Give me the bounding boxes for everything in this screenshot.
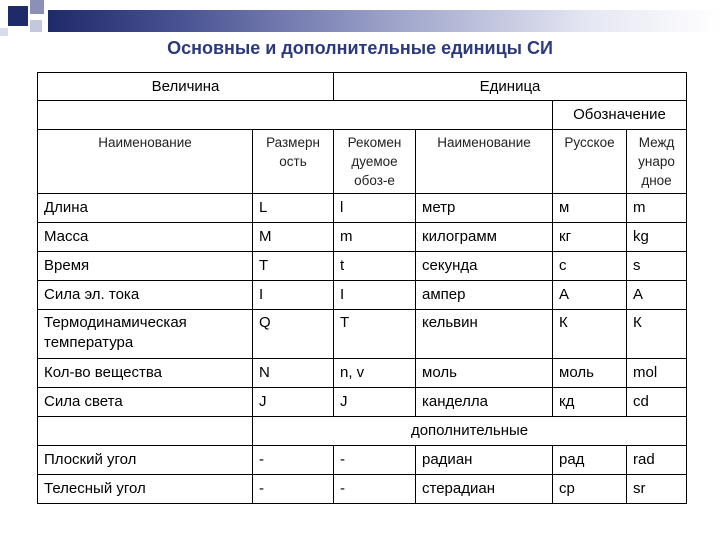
- dimension: M: [253, 223, 334, 252]
- table-row: [38, 310, 687, 359]
- dimension: N: [253, 359, 334, 388]
- table-row: [38, 281, 687, 310]
- dimension: T: [253, 252, 334, 281]
- unit-name: секунда: [416, 252, 553, 281]
- table-row: [38, 359, 687, 388]
- si-units-table: [37, 72, 687, 504]
- international-symbol: mol: [627, 359, 687, 388]
- decor-square: [8, 6, 28, 26]
- table-row: [38, 417, 687, 446]
- international-symbol: m: [627, 194, 687, 223]
- decor-square: [0, 28, 8, 36]
- header-recommended: Рекомен дуемое обоз-е: [334, 130, 416, 194]
- table-row: [38, 223, 687, 252]
- dimension: J: [253, 388, 334, 417]
- recommended-symbol: J: [334, 388, 416, 417]
- dimension: -: [253, 475, 334, 504]
- russian-symbol: кг: [553, 223, 627, 252]
- russian-symbol: К: [553, 310, 627, 359]
- russian-symbol: рад: [553, 446, 627, 475]
- table-row: [38, 252, 687, 281]
- decor-square: [30, 0, 44, 14]
- recommended-symbol: n, v: [334, 359, 416, 388]
- unit-name: радиан: [416, 446, 553, 475]
- international-symbol: К: [627, 310, 687, 359]
- header-dimension: Размерн ость: [253, 130, 334, 194]
- russian-symbol: м: [553, 194, 627, 223]
- international-symbol: s: [627, 252, 687, 281]
- russian-symbol: ср: [553, 475, 627, 504]
- header-spacer: [38, 101, 553, 130]
- russian-symbol: А: [553, 281, 627, 310]
- slide-title: Основные и дополнительные единицы СИ: [167, 38, 553, 58]
- quantity-name: Плоский угол: [38, 446, 253, 475]
- international-symbol: A: [627, 281, 687, 310]
- decorative-header: [0, 0, 720, 40]
- unit-name: стерадиан: [416, 475, 553, 504]
- unit-name: ампер: [416, 281, 553, 310]
- russian-symbol: кд: [553, 388, 627, 417]
- unit-name: канделла: [416, 388, 553, 417]
- header-designation: Обозначение: [553, 101, 687, 130]
- header-name: Наименование: [38, 130, 253, 194]
- recommended-symbol: l: [334, 194, 416, 223]
- dimension: I: [253, 281, 334, 310]
- recommended-symbol: m: [334, 223, 416, 252]
- russian-symbol: моль: [553, 359, 627, 388]
- recommended-symbol: -: [334, 475, 416, 504]
- quantity-name: Длина: [38, 194, 253, 223]
- header-unit-name: Наименование: [416, 130, 553, 194]
- quantity-name: Сила эл. тока: [38, 281, 253, 310]
- decor-gradient-band: [48, 10, 720, 32]
- quantity-name: Сила света: [38, 388, 253, 417]
- quantity-name: Кол-во вещества: [38, 359, 253, 388]
- dimension: Q: [253, 310, 334, 359]
- header-international: Межд унаро дное: [627, 130, 687, 194]
- header-russian: Русское: [553, 130, 627, 194]
- header-quantity: Величина: [38, 73, 334, 101]
- unit-name: кельвин: [416, 310, 553, 359]
- unit-name: килограмм: [416, 223, 553, 252]
- quantity-name: Масса: [38, 223, 253, 252]
- dimension: -: [253, 446, 334, 475]
- recommended-symbol: -: [334, 446, 416, 475]
- quantity-name: Термодинамическая температура: [38, 310, 253, 359]
- supplementary-label: дополнительные: [253, 417, 687, 446]
- quantity-name: Время: [38, 252, 253, 281]
- international-symbol: rad: [627, 446, 687, 475]
- unit-name: метр: [416, 194, 553, 223]
- recommended-symbol: T: [334, 310, 416, 359]
- recommended-symbol: I: [334, 281, 416, 310]
- russian-symbol: с: [553, 252, 627, 281]
- table-row: [38, 446, 687, 475]
- table-row: [38, 475, 687, 504]
- international-symbol: kg: [627, 223, 687, 252]
- table-row: [38, 194, 687, 223]
- recommended-symbol: t: [334, 252, 416, 281]
- international-symbol: sr: [627, 475, 687, 504]
- supplementary-spacer: [38, 417, 253, 446]
- header-unit: Единица: [334, 73, 687, 101]
- international-symbol: cd: [627, 388, 687, 417]
- dimension: L: [253, 194, 334, 223]
- unit-name: моль: [416, 359, 553, 388]
- quantity-name: Телесный угол: [38, 475, 253, 504]
- decor-square: [30, 20, 42, 32]
- table-row: [38, 388, 687, 417]
